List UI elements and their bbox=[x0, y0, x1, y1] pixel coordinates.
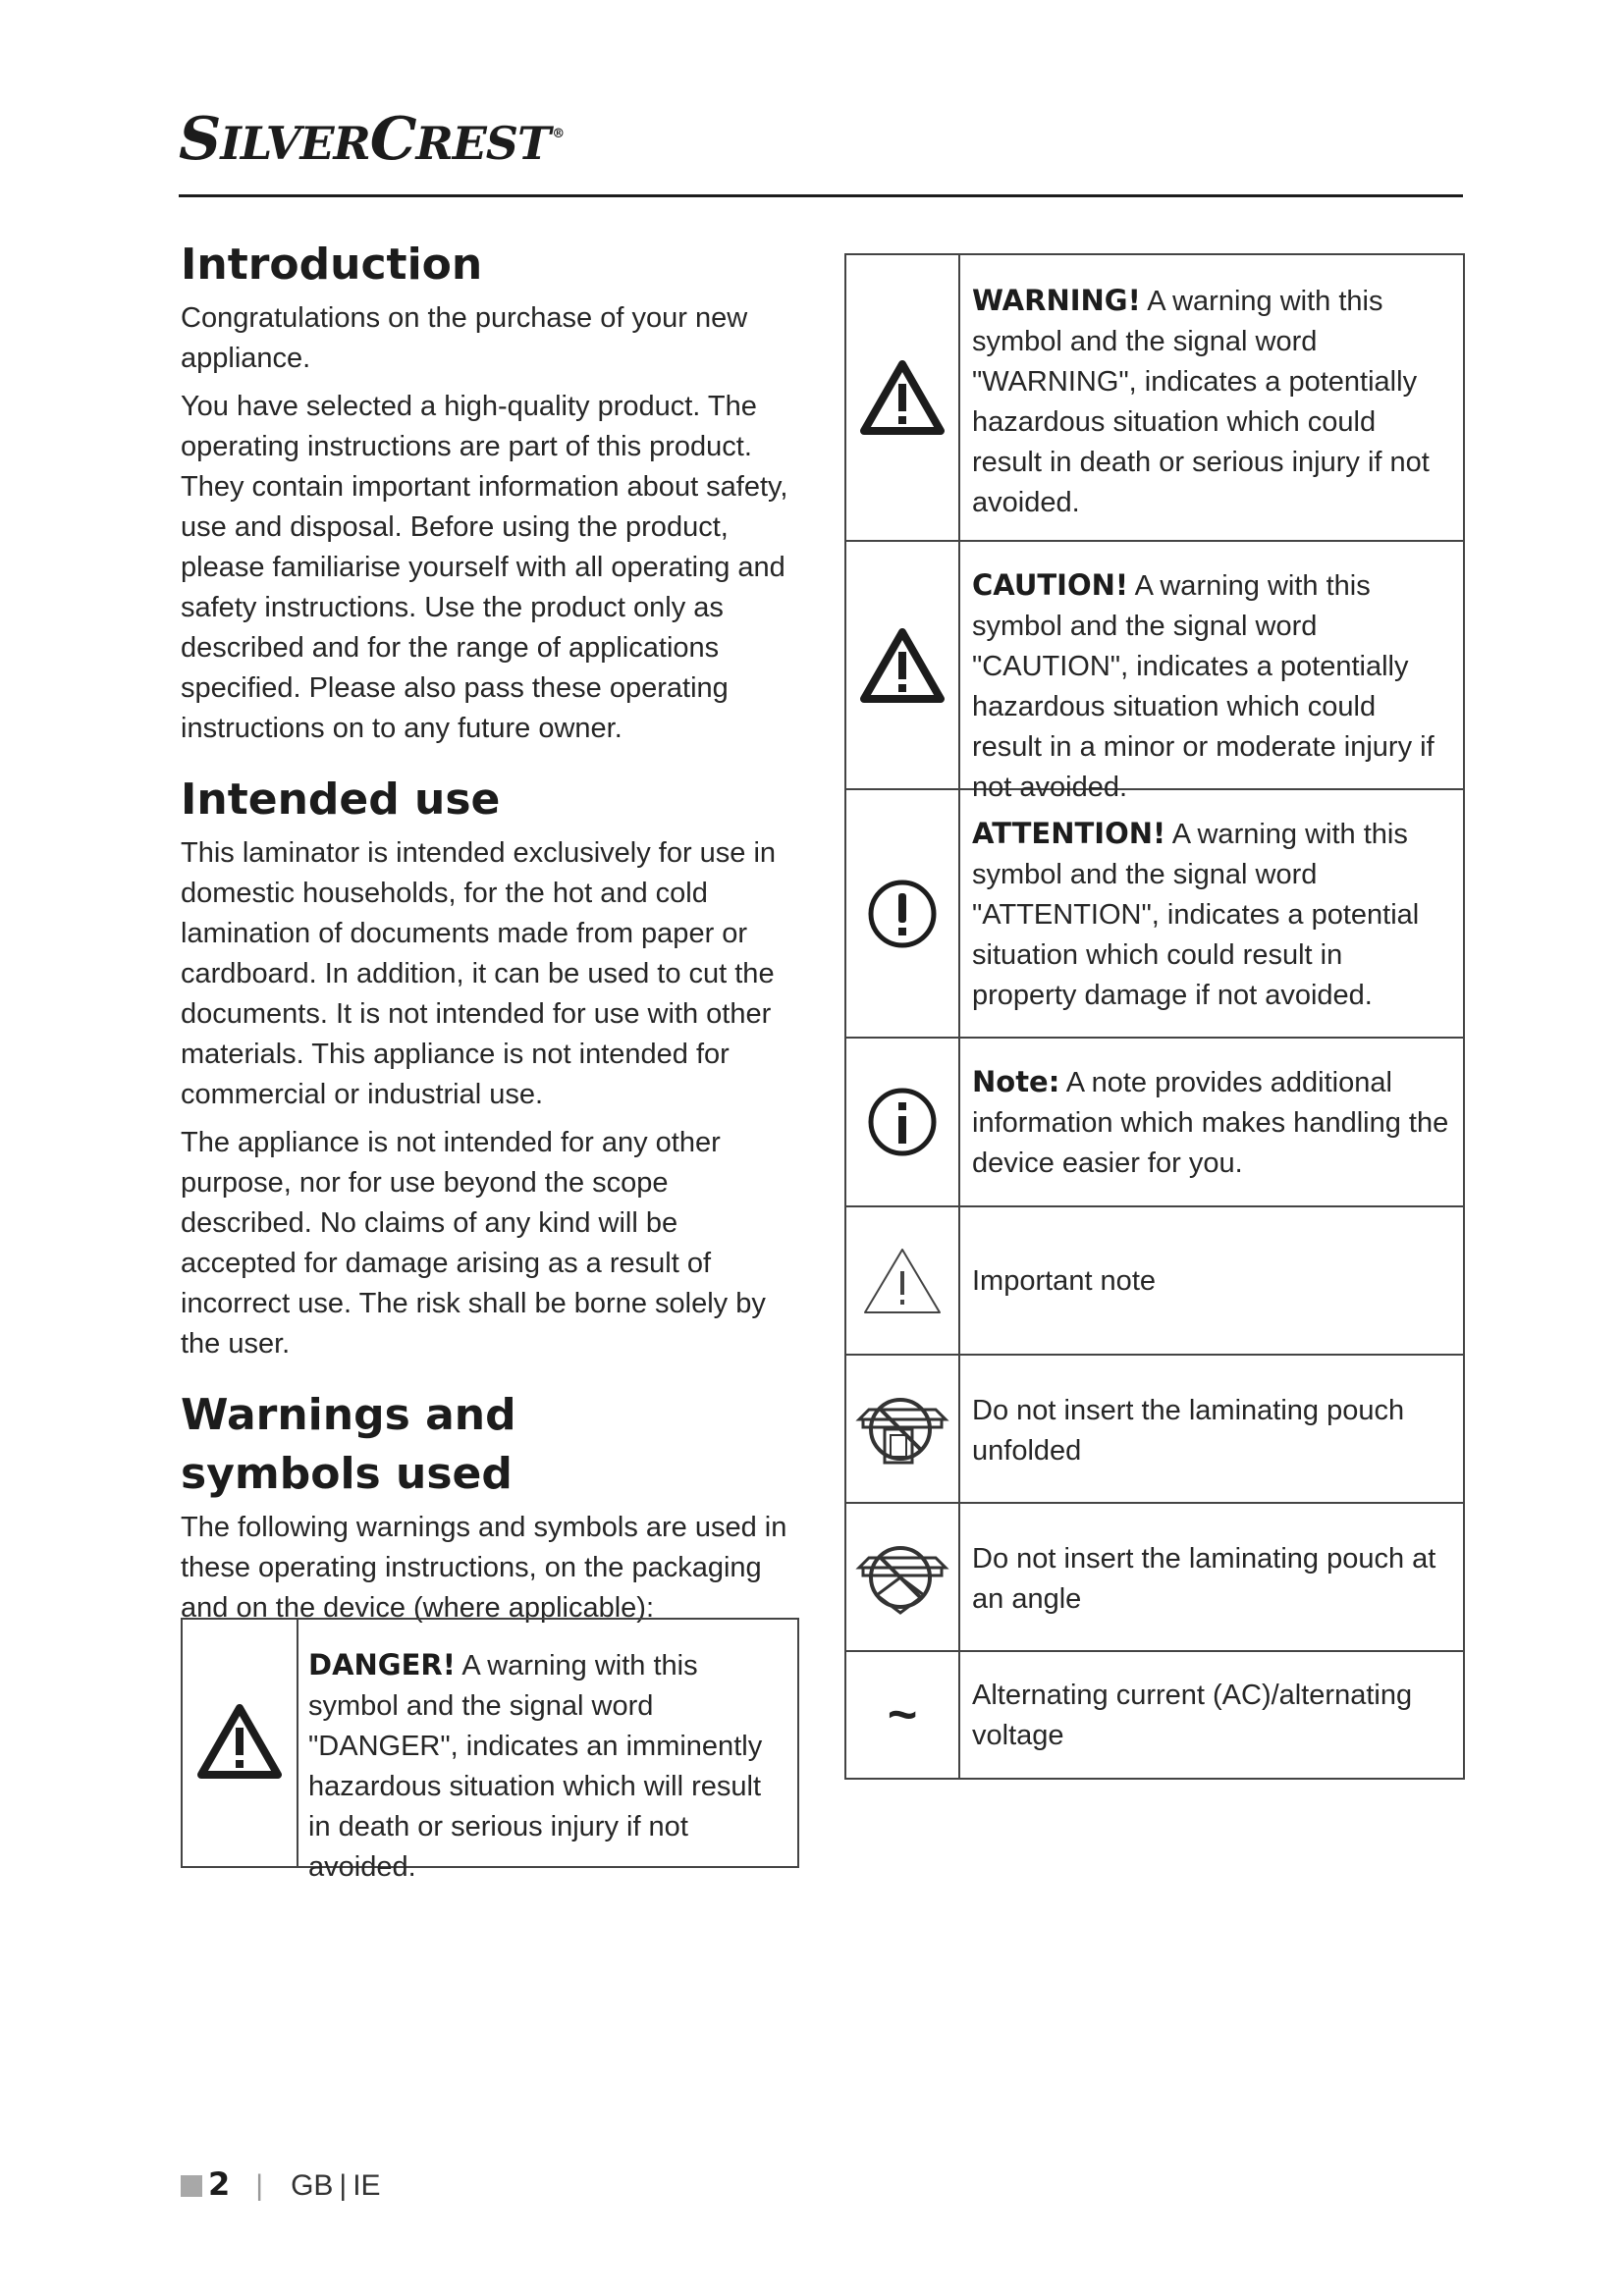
warning-triangle-icon bbox=[197, 1704, 282, 1779]
warning-triangle-icon bbox=[860, 628, 945, 703]
no-unfolded-pouch-label: Do not insert the laminating pouch unfolded bbox=[972, 1395, 1405, 1467]
info-circle-icon bbox=[867, 1087, 938, 1157]
table-row: WARNING! A warning with this symbol and the signal word "WARNING", indicates a potentially hazardous situation which could result in death or serious injury if not avoided. bbox=[846, 255, 1463, 542]
exclamation-circle-icon bbox=[867, 879, 938, 949]
no-angled-pouch-label: Do not insert the laminating pouch at an angle bbox=[972, 1543, 1436, 1615]
warnings-paragraph: The following warnings and symbols are used in these operating instructions, on the packaging and on the device (where applicable): bbox=[181, 1512, 787, 1624]
table-row: Note: A note provides additional information which makes handling the device easier for you. bbox=[846, 1039, 1463, 1207]
page-number: 2 bbox=[208, 2165, 231, 2203]
intro-title: Introduction bbox=[181, 240, 483, 290]
intended-use-paragraph-2: The appliance is not intended for any other purpose, nor for use beyond the scope described. No claims of any kind will be accepted for damage arising as a result of incorrect use. The risk shall be borne solely by the user. bbox=[181, 1127, 766, 1360]
table-row bbox=[846, 1652, 1463, 1778]
brand-logo: SILVERCREST ® bbox=[179, 105, 565, 174]
table-row: CAUTION! A warning with this symbol and the signal word "CAUTION", indicates a potentially hazardous situation which could result in a minor or moderate injury if not avoided. bbox=[846, 542, 1463, 790]
lang-gb: GB bbox=[291, 2169, 334, 2202]
attention-signal-word: ATTENTION! bbox=[972, 817, 1166, 850]
table-row: ATTENTION! A warning with this symbol and the signal word "ATTENTION", indicates a potential situation which could result in property damage if not avoided. bbox=[846, 790, 1463, 1039]
ac-voltage-label: Alternating current (AC)/alternating voltage bbox=[972, 1680, 1413, 1751]
tilde-icon: ~ bbox=[887, 1686, 918, 1743]
important-note-label: Important note bbox=[972, 1265, 1156, 1297]
table-row bbox=[846, 1504, 1463, 1652]
caution-signal-word: CAUTION! bbox=[972, 568, 1129, 602]
header-rule bbox=[179, 194, 1463, 197]
danger-signal-word: DANGER! bbox=[308, 1648, 456, 1682]
outline-triangle-icon bbox=[861, 1246, 944, 1316]
symbols-table bbox=[844, 253, 1465, 1780]
intro-paragraph-2: You have selected a high-quality product. The operating instructions are part of this product. They contain important information about safety, use and disposal. Before using the product, please familiarise yourself with all operating and safety instructions. Use the product only as described and for the range of applications specified. Please also pass these operating instructions on to any future owner. bbox=[181, 391, 788, 744]
intended-use-paragraph-1: This laminator is intended exclusively for use in domestic households, for the hot and cold lamination of documents made from paper or cardboard. In addition, it can be used to cut the documents. It is not intended for use with other materials. This appliance is not intended for commercial or industrial use. bbox=[181, 837, 777, 1110]
page-footer: 2 | GB | IE bbox=[181, 2165, 381, 2203]
lang-ie: IE bbox=[352, 2169, 381, 2202]
warning-triangle-icon bbox=[860, 360, 945, 435]
intro-paragraph-1: Congratulations on the purchase of your new appliance. bbox=[181, 302, 748, 374]
warnings-title: Warnings and symbols used bbox=[181, 1390, 516, 1499]
left-column bbox=[181, 236, 799, 1636]
table-row bbox=[846, 1207, 1463, 1356]
intended-use-title: Intended use bbox=[181, 774, 501, 825]
warning-signal-word: WARNING! bbox=[972, 284, 1141, 317]
danger-box bbox=[181, 1618, 799, 1883]
no-unfolded-pouch-icon bbox=[855, 1390, 949, 1468]
danger-text: DANGER! A warning with this symbol and the signal word "DANGER", indicates an imminently hazardous situation which will result in death or serious injury if not avoided. bbox=[308, 1648, 763, 1883]
table-row bbox=[846, 1356, 1463, 1504]
footer-square-icon bbox=[181, 2175, 202, 2197]
note-signal-word: Note: bbox=[972, 1065, 1060, 1098]
no-angled-pouch-icon bbox=[855, 1538, 949, 1617]
